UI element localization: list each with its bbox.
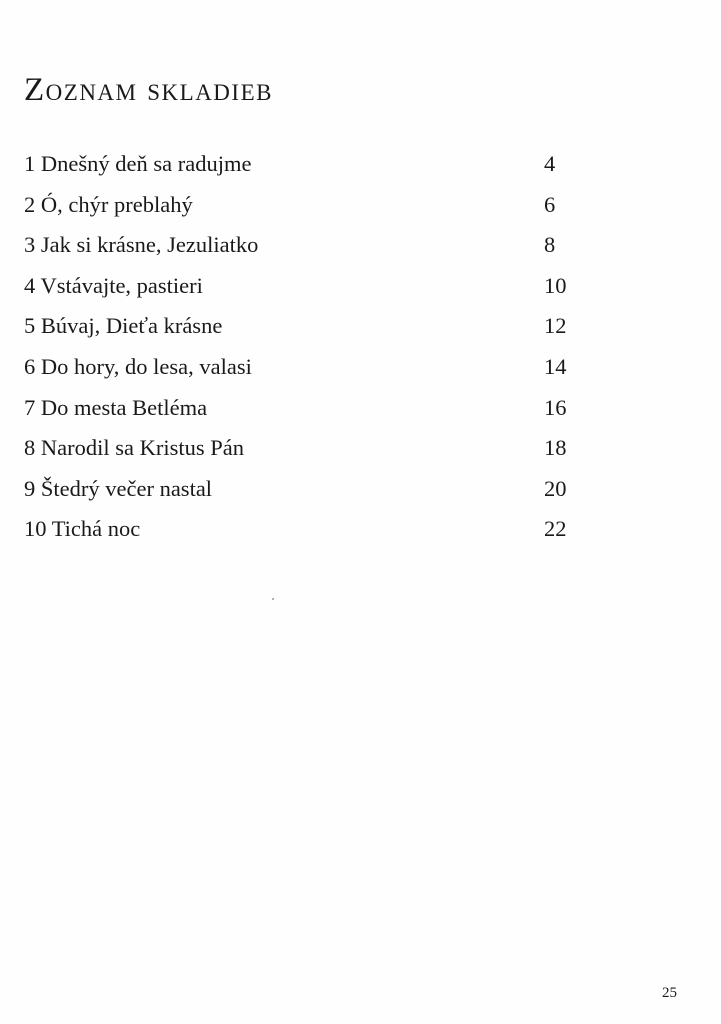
toc-entry-page: 20 xyxy=(544,475,567,501)
toc-entry-page: 8 xyxy=(544,232,556,258)
toc-entry-title: 2 Ó, chýr preblahý xyxy=(24,191,193,217)
toc-entry-page: 10 xyxy=(544,272,567,298)
toc-entry xyxy=(24,185,584,226)
toc-entry-title: 8 Narodil sa Kristus Pán xyxy=(24,435,244,461)
table-of-contents xyxy=(24,144,584,550)
toc-entry-page: 16 xyxy=(544,394,567,420)
toc-entry xyxy=(24,347,584,388)
toc-entry xyxy=(24,144,584,185)
toc-entry-page: 18 xyxy=(544,435,567,461)
toc-entry-title: 10 Tichá noc xyxy=(24,516,141,542)
toc-entry-title: 9 Štedrý večer nastal xyxy=(24,475,213,501)
toc-entry xyxy=(24,509,584,550)
toc-entry-title: 1 Dnešný deň sa radujme xyxy=(24,151,252,176)
toc-entry-page: 14 xyxy=(544,353,567,379)
toc-entry xyxy=(24,225,584,266)
toc-entry xyxy=(24,428,584,469)
toc-entry xyxy=(24,388,584,429)
toc-entry-title: 4 Vstávajte, pastieri xyxy=(24,272,203,298)
print-speck xyxy=(272,598,274,600)
toc-entry-page: 6 xyxy=(544,191,556,217)
toc-entry xyxy=(24,469,584,510)
toc-entry xyxy=(24,306,584,347)
toc-entry-page: 22 xyxy=(544,516,567,542)
toc-entry-title: 3 Jak si krásne, Jezuliatko xyxy=(24,232,259,258)
toc-entry-page: 4 xyxy=(544,151,556,176)
toc-entry-title: 7 Do mesta Betléma xyxy=(24,394,208,420)
toc-entry-page: 12 xyxy=(544,313,567,339)
toc-entry-title: 5 Búvaj, Dieťa krásne xyxy=(24,313,223,339)
page-title: Zoznam skladieb xyxy=(24,72,273,108)
toc-entry-title: 6 Do hory, do lesa, valasi xyxy=(24,353,252,379)
page-number: 25 xyxy=(662,985,677,1001)
toc-entry xyxy=(24,266,584,307)
